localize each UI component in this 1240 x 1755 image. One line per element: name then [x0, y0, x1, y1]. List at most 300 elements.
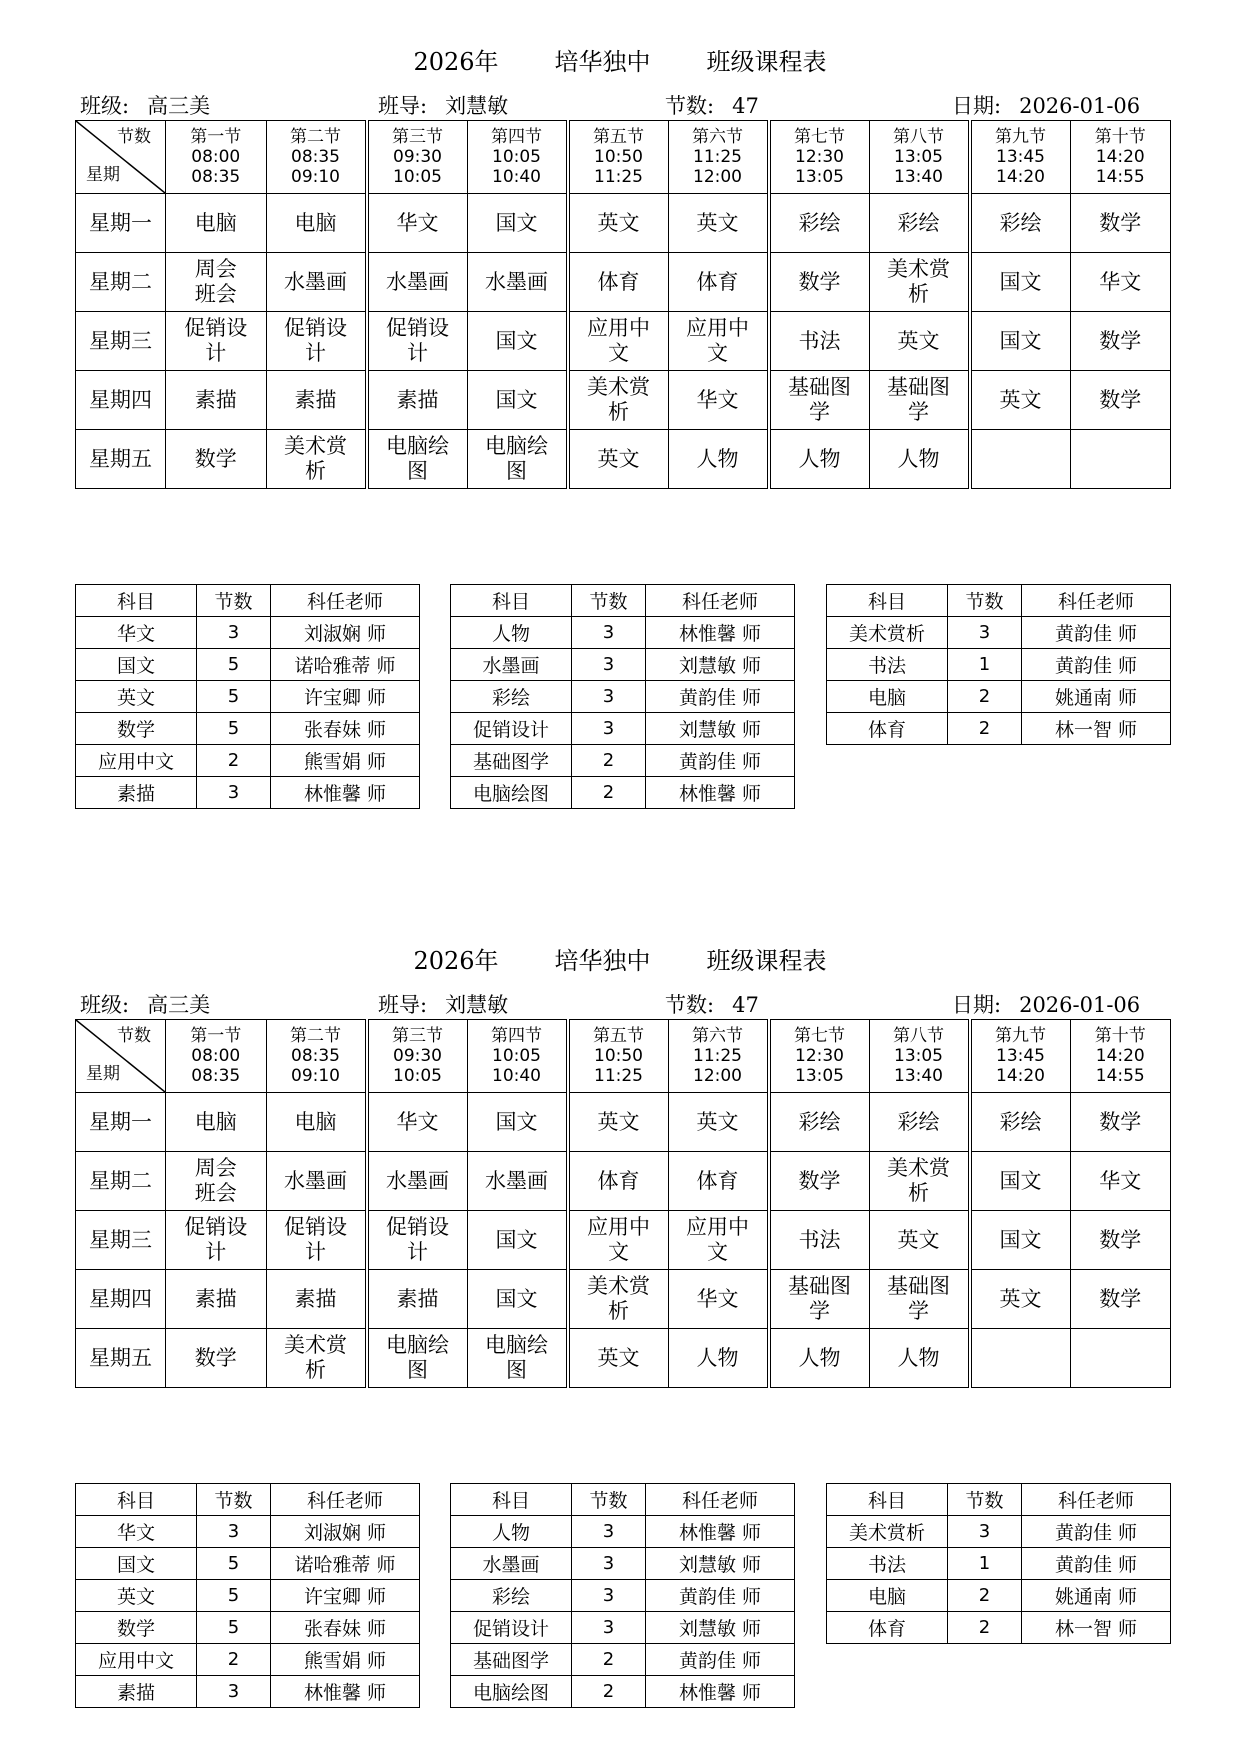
schedule-row — [76, 312, 1171, 371]
class-cell — [1070, 371, 1171, 430]
class-name-line: 析 — [908, 282, 929, 306]
class-cell — [970, 1093, 1071, 1152]
teacher-cell: 黄韵佳 师 — [1022, 1548, 1171, 1580]
teacher-cell: 林惟馨 师 — [646, 1676, 795, 1708]
subject-cell: 国文 — [76, 649, 197, 681]
class-cell — [668, 194, 769, 253]
class-cell — [970, 1329, 1071, 1388]
class-cell — [166, 253, 267, 312]
teacher-table-row — [827, 1516, 1171, 1548]
timetable-copy — [0, 899, 1240, 1755]
class-name-line: 图 — [506, 1358, 527, 1382]
period-header — [970, 1020, 1071, 1093]
weekday-cell: 星期一 — [76, 194, 166, 253]
info-date-label: 日期: — [952, 993, 1002, 1017]
class-cell — [568, 253, 669, 312]
class-cell — [769, 1093, 870, 1152]
class-name-line: 计 — [305, 1240, 326, 1264]
teacher-table-header — [76, 585, 420, 617]
class-cell — [568, 1152, 669, 1211]
subject-cell: 水墨画 — [451, 1548, 572, 1580]
info-mentor-value: 刘慧敏 — [445, 993, 509, 1017]
teacher-table-row — [76, 1676, 420, 1708]
period-header — [769, 121, 870, 194]
period-end: 11:25 — [594, 167, 643, 188]
teacher-table-row — [76, 649, 420, 681]
teacher-cell: 熊雪娟 师 — [271, 745, 420, 777]
class-name-line: 水墨画 — [284, 269, 347, 294]
class-name-line: 析 — [305, 459, 326, 483]
periods-cell: 3 — [572, 617, 646, 649]
class-name-line: 促销设 — [184, 1215, 248, 1240]
class-name-line: 体育 — [597, 269, 640, 294]
period-start: 13:45 — [996, 146, 1045, 167]
period-end: 10:40 — [492, 167, 541, 188]
period-name: 第四节 — [491, 1025, 542, 1046]
class-name-line: 国文 — [999, 1168, 1042, 1193]
class-cell — [367, 430, 468, 489]
subject-cell: 数学 — [76, 1612, 197, 1644]
class-name-line: 数学 — [1099, 387, 1142, 412]
class-cell — [568, 1270, 669, 1329]
class-name-line: 彩绘 — [999, 1109, 1042, 1134]
schedule-row — [76, 253, 1171, 312]
class-name-line: 美术赏 — [284, 434, 347, 459]
class-name-line: 电脑绘 — [386, 434, 449, 459]
weekday-cell: 星期三 — [76, 1211, 166, 1270]
teacher-table-row — [76, 777, 420, 809]
class-cell — [970, 194, 1071, 253]
teacher-cell: 黄韵佳 师 — [646, 1580, 795, 1612]
class-name-line: 人物 — [696, 1345, 739, 1370]
period-name: 第七节 — [794, 1025, 845, 1046]
class-name-line: 电脑绘 — [485, 1333, 548, 1358]
class-name-line: 基础图 — [887, 1274, 950, 1299]
class-cell — [869, 1270, 970, 1329]
subject-cell: 体育 — [827, 713, 948, 745]
period-header — [869, 121, 970, 194]
teacher-cell: 刘淑娴 师 — [271, 1516, 420, 1548]
schedule-row — [76, 1270, 1171, 1329]
title-doc_title: 班级课程表 — [706, 48, 827, 76]
schedule-table — [75, 1019, 1171, 1388]
info-class-value: 高三美 — [147, 993, 211, 1017]
class-name-line: 美术赏 — [284, 1333, 347, 1358]
title-year: 2026年 — [413, 48, 499, 76]
teacher-table-row — [76, 1612, 420, 1644]
teacher-cell: 刘淑娴 师 — [271, 617, 420, 649]
teacher-table-header — [827, 585, 1171, 617]
title-school: 培华独中 — [554, 947, 651, 975]
class-name-line: 水墨画 — [485, 1168, 548, 1193]
class-name-line: 析 — [908, 1181, 929, 1205]
class-name-line: 班会 — [194, 1181, 237, 1205]
teacher-cell: 姚通南 师 — [1022, 681, 1171, 713]
teacher-cell: 黄韵佳 师 — [1022, 649, 1171, 681]
header-subject: 科目 — [827, 585, 948, 617]
subject-cell: 应用中文 — [76, 1644, 197, 1676]
period-header — [367, 1020, 468, 1093]
periods-cell: 3 — [572, 1580, 646, 1612]
periods-cell: 3 — [572, 1612, 646, 1644]
page-title — [0, 42, 1240, 77]
class-cell — [869, 371, 970, 430]
class-cell — [166, 1152, 267, 1211]
class-cell — [1070, 194, 1171, 253]
weekday-cell: 星期一 — [76, 1093, 166, 1152]
teacher-table-row — [451, 777, 795, 809]
class-cell — [467, 253, 568, 312]
subject-cell: 电脑绘图 — [451, 777, 572, 809]
class-cell — [266, 1152, 367, 1211]
class-name-line: 国文 — [495, 1286, 538, 1311]
class-cell — [367, 253, 468, 312]
periods-cell: 2 — [197, 1644, 271, 1676]
teacher-table-row — [76, 745, 420, 777]
subject-cell: 基础图学 — [451, 745, 572, 777]
periods-cell: 2 — [572, 1644, 646, 1676]
class-cell — [467, 312, 568, 371]
period-start: 13:05 — [894, 146, 943, 167]
teacher-cell: 许宝卿 师 — [271, 1580, 420, 1612]
teacher-cell: 黄韵佳 师 — [646, 1644, 795, 1676]
header-periods: 节数 — [948, 585, 1022, 617]
corner-weekday-label: 星期 — [86, 164, 120, 185]
class-cell — [166, 312, 267, 371]
title-school: 培华独中 — [554, 48, 651, 76]
class-cell — [1070, 312, 1171, 371]
class-cell — [769, 1329, 870, 1388]
class-cell — [467, 1270, 568, 1329]
header-periods: 节数 — [572, 1484, 646, 1516]
period-end: 13:40 — [894, 1066, 943, 1087]
periods-cell: 1 — [948, 649, 1022, 681]
class-name-line: 电脑 — [294, 210, 337, 235]
class-name-line: 彩绘 — [897, 1109, 940, 1134]
schedule-header-row — [76, 1020, 1171, 1093]
class-cell — [568, 312, 669, 371]
weekday-cell: 星期四 — [76, 1270, 166, 1329]
teacher-table-row — [76, 1580, 420, 1612]
info-date — [952, 90, 1140, 120]
period-name: 第九节 — [995, 1025, 1046, 1046]
periods-cell: 5 — [197, 649, 271, 681]
period-name: 第八节 — [893, 126, 944, 147]
class-name-line: 数学 — [1099, 1286, 1142, 1311]
period-header — [266, 121, 367, 194]
class-cell — [1070, 1211, 1171, 1270]
class-name-line: 应用中 — [587, 1215, 650, 1240]
teacher-table-row — [451, 1612, 795, 1644]
class-cell — [1070, 430, 1171, 489]
class-name-line: 华文 — [696, 1286, 739, 1311]
teacher-table-row — [451, 681, 795, 713]
class-name-line: 美术赏 — [587, 1274, 650, 1299]
teacher-table-header — [451, 585, 795, 617]
class-cell — [769, 194, 870, 253]
period-start: 08:00 — [191, 146, 241, 167]
class-cell — [970, 1270, 1071, 1329]
periods-cell: 2 — [948, 713, 1022, 745]
periods-cell: 5 — [197, 1548, 271, 1580]
teacher-cell: 黄韵佳 师 — [646, 745, 795, 777]
period-name: 第十节 — [1094, 1025, 1146, 1046]
class-name-line: 书法 — [798, 1227, 841, 1252]
class-name-line: 计 — [205, 341, 227, 365]
class-cell — [467, 194, 568, 253]
info-mentor-label: 班导: — [378, 993, 428, 1017]
class-name-line: 数学 — [194, 1345, 237, 1370]
class-name-line: 电脑 — [194, 210, 237, 235]
periods-cell: 5 — [197, 1612, 271, 1644]
info-periods — [665, 90, 759, 120]
class-name-line: 促销设 — [386, 316, 449, 341]
class-cell — [266, 1211, 367, 1270]
header-periods: 节数 — [572, 585, 646, 617]
teacher-cell: 熊雪娟 师 — [271, 1644, 420, 1676]
class-name-line: 素描 — [194, 1286, 237, 1311]
class-name-line: 学 — [908, 1299, 929, 1323]
page-title — [0, 941, 1240, 976]
class-cell — [166, 430, 267, 489]
periods-cell: 3 — [572, 1516, 646, 1548]
teacher-cell: 林惟馨 师 — [271, 1676, 420, 1708]
period-header — [166, 1020, 267, 1093]
header-periods: 节数 — [197, 1484, 271, 1516]
info-date — [952, 989, 1140, 1019]
teacher-table-header — [76, 1484, 420, 1516]
class-cell — [266, 1329, 367, 1388]
class-cell — [166, 1093, 267, 1152]
period-start: 11:25 — [693, 1045, 742, 1066]
info-mentor-label: 班导: — [378, 94, 428, 118]
class-name-line: 英文 — [999, 1286, 1042, 1311]
class-name-line: 素描 — [294, 387, 337, 412]
info-periods-value: 47 — [732, 993, 759, 1017]
teacher-table-row — [827, 1580, 1171, 1612]
subject-cell: 彩绘 — [451, 681, 572, 713]
info-periods — [665, 989, 759, 1019]
teacher-cell: 诺哈雅蒂 师 — [271, 1548, 420, 1580]
period-name: 第一节 — [190, 126, 242, 147]
periods-cell: 2 — [948, 1580, 1022, 1612]
class-cell — [769, 253, 870, 312]
period-start: 10:05 — [492, 146, 541, 167]
period-start: 13:45 — [996, 1045, 1045, 1066]
info-mentor — [378, 90, 508, 120]
class-name-line: 水墨画 — [485, 269, 548, 294]
info-date-value: 2026-01-06 — [1019, 94, 1141, 118]
header-periods: 节数 — [197, 585, 271, 617]
class-name-line: 促销设 — [284, 316, 347, 341]
class-cell — [367, 371, 468, 430]
class-cell — [367, 1329, 468, 1388]
info-class-label: 班级: — [80, 94, 130, 118]
class-cell — [668, 312, 769, 371]
class-cell — [869, 253, 970, 312]
period-start: 09:30 — [393, 1045, 442, 1066]
class-name-line: 促销设 — [184, 316, 248, 341]
corner-periods-label: 节数 — [117, 127, 151, 147]
class-name-line: 文 — [608, 341, 629, 365]
teacher-cell: 许宝卿 师 — [271, 681, 420, 713]
schedule-table — [75, 120, 1171, 489]
class-cell — [769, 1211, 870, 1270]
class-name-line: 周会 — [194, 257, 237, 282]
class-cell — [467, 1329, 568, 1388]
teacher-cell: 林惟馨 师 — [646, 1516, 795, 1548]
period-header — [668, 1020, 769, 1093]
class-cell — [769, 312, 870, 371]
class-name-line: 计 — [205, 1240, 227, 1264]
class-cell — [668, 253, 769, 312]
class-name-line: 英文 — [597, 1345, 640, 1370]
periods-cell: 3 — [572, 649, 646, 681]
teacher-table-row — [76, 1516, 420, 1548]
class-cell — [166, 371, 267, 430]
class-name-line: 数学 — [1099, 1109, 1142, 1134]
weekday-cell: 星期四 — [76, 371, 166, 430]
periods-cell: 2 — [572, 777, 646, 809]
class-cell — [668, 1093, 769, 1152]
period-name: 第七节 — [794, 126, 845, 147]
class-name-line: 应用中 — [686, 316, 749, 341]
class-name-line: 计 — [407, 341, 428, 365]
period-end: 13:40 — [894, 167, 943, 188]
class-name-line: 图 — [407, 1358, 428, 1382]
class-cell — [970, 1152, 1071, 1211]
schedule-row — [76, 430, 1171, 489]
period-start: 12:30 — [795, 146, 844, 167]
period-end: 13:05 — [795, 1066, 844, 1087]
weekday-cell: 星期五 — [76, 430, 166, 489]
info-class — [80, 90, 210, 120]
period-header — [266, 1020, 367, 1093]
class-cell — [970, 371, 1071, 430]
class-cell — [970, 253, 1071, 312]
class-cell — [869, 1152, 970, 1211]
info-mentor — [378, 989, 508, 1019]
period-end: 10:05 — [393, 1066, 442, 1087]
class-name-line: 素描 — [396, 1286, 439, 1311]
class-cell — [869, 1093, 970, 1152]
class-name-line: 华文 — [1099, 269, 1142, 294]
class-name-line: 促销设 — [284, 1215, 347, 1240]
period-start: 14:20 — [1095, 146, 1145, 167]
subject-cell: 英文 — [76, 681, 197, 713]
class-name-line: 华文 — [696, 387, 739, 412]
class-name-line: 体育 — [597, 1168, 640, 1193]
class-name-line: 素描 — [194, 387, 237, 412]
class-cell — [568, 1093, 669, 1152]
period-name: 第六节 — [692, 1025, 743, 1046]
weekday-cell: 星期二 — [76, 1152, 166, 1211]
header-teacher: 科任老师 — [646, 1484, 795, 1516]
teacher-cell: 林惟馨 师 — [271, 777, 420, 809]
teacher-table-row — [451, 1644, 795, 1676]
subject-cell: 书法 — [827, 649, 948, 681]
class-cell — [266, 1270, 367, 1329]
teacher-table-row — [76, 617, 420, 649]
class-name-line: 国文 — [495, 387, 538, 412]
teacher-cell: 黄韵佳 师 — [646, 681, 795, 713]
periods-cell: 2 — [572, 745, 646, 777]
class-name-line: 文 — [707, 1240, 728, 1264]
periods-cell: 2 — [572, 1676, 646, 1708]
period-name: 第九节 — [995, 126, 1046, 147]
class-cell — [1070, 1152, 1171, 1211]
header-teacher: 科任老师 — [271, 585, 420, 617]
header-teacher: 科任老师 — [1022, 1484, 1171, 1516]
class-name-line: 英文 — [696, 1109, 739, 1134]
teacher-table-row — [827, 1548, 1171, 1580]
teacher-table-row — [827, 681, 1171, 713]
class-name-line: 文 — [707, 341, 728, 365]
info-periods-label: 节数: — [665, 94, 715, 118]
class-cell — [367, 194, 468, 253]
class-cell — [568, 1329, 669, 1388]
schedule-row — [76, 371, 1171, 430]
period-header — [568, 1020, 669, 1093]
period-end: 14:55 — [1095, 167, 1145, 188]
header-subject: 科目 — [451, 585, 572, 617]
class-cell — [769, 1270, 870, 1329]
subject-cell: 华文 — [76, 617, 197, 649]
header-subject: 科目 — [76, 1484, 197, 1516]
periods-cell: 5 — [197, 681, 271, 713]
class-name-line: 彩绘 — [999, 210, 1042, 235]
teacher-table-row — [76, 713, 420, 745]
period-end: 10:40 — [492, 1066, 541, 1087]
info-class — [80, 989, 210, 1019]
periods-cell: 3 — [197, 1516, 271, 1548]
class-name-line: 学 — [809, 1299, 830, 1323]
periods-cell: 5 — [197, 1580, 271, 1612]
class-name-line: 国文 — [999, 328, 1042, 353]
period-header — [869, 1020, 970, 1093]
class-name-line: 素描 — [396, 387, 439, 412]
teacher-table-row — [827, 1612, 1171, 1644]
class-name-line: 美术赏 — [887, 1156, 950, 1181]
class-name-line: 英文 — [696, 210, 739, 235]
subject-cell: 基础图学 — [451, 1644, 572, 1676]
period-header — [467, 1020, 568, 1093]
class-name-line: 数学 — [1099, 1227, 1142, 1252]
class-cell — [166, 1329, 267, 1388]
period-name: 第二节 — [290, 126, 341, 147]
teacher-table-row — [451, 1516, 795, 1548]
period-name: 第五节 — [593, 126, 644, 147]
class-cell — [367, 1270, 468, 1329]
class-name-line: 人物 — [897, 446, 940, 471]
class-name-line: 彩绘 — [798, 210, 841, 235]
info-date-label: 日期: — [952, 94, 1002, 118]
class-cell — [769, 371, 870, 430]
period-end: 09:10 — [291, 167, 340, 188]
class-cell — [1070, 1329, 1171, 1388]
teacher-cell: 姚通南 师 — [1022, 1580, 1171, 1612]
weekday-cell: 星期三 — [76, 312, 166, 371]
subject-cell: 华文 — [76, 1516, 197, 1548]
class-name-line: 彩绘 — [798, 1109, 841, 1134]
teacher-cell: 刘慧敏 师 — [646, 1548, 795, 1580]
period-header — [1070, 121, 1171, 194]
period-start: 08:35 — [291, 1045, 340, 1066]
class-name-line: 英文 — [999, 387, 1042, 412]
period-end: 09:10 — [291, 1066, 340, 1087]
class-name-line: 国文 — [495, 1227, 538, 1252]
teacher-cell: 林惟馨 师 — [646, 617, 795, 649]
